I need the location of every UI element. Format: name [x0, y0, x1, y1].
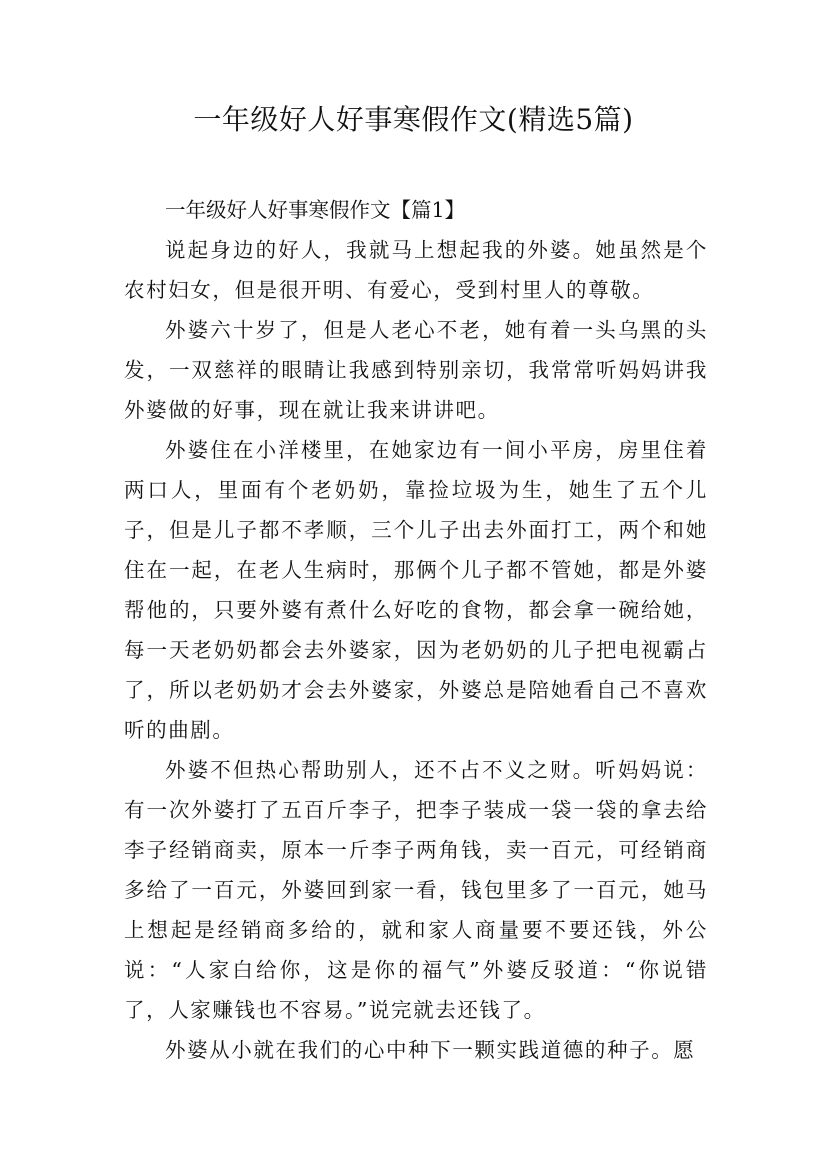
section-heading: 一年级好人好事寒假作文【篇1】 [165, 198, 466, 222]
paragraph-3: 外婆住在小洋楼里，在她家边有一间小平房，房里住着两口人，里面有个老奶奶，靠捡垃圾为生，她生了五个儿子，但是儿子都不孝顺，三个儿子出去外面打工，两个和她住在一起，在老人生病时，那俩个儿子都不管她，都是外婆帮他的，只要外婆有煮什么好吃的食物，都会拿一碗给她，每一天老奶奶都会去外婆家，因为老奶奶的儿子把电视霸占了，所以老奶奶才会去外婆家，外婆总是陪她看自己不喜欢听的曲剧。 [124, 438, 708, 742]
page-title: 一年级好人好事寒假作文(精选5篇) [193, 103, 634, 136]
paragraph-2: 外婆六十岁了，但是人老心不老，她有着一头乌黑的头发，一双慈祥的眼睛让我感到特别亲切，我常常听妈妈讲我外婆做的好事，现在就让我来讲讲吧。 [124, 318, 708, 422]
paragraph-4: 外婆不但热心帮助别人，还不占不义之财。听妈妈说：有一次外婆打了五百斤李子，把李子装成一袋一袋的拿去给李子经销商卖，原本一斤李子两角钱，卖一百元，可经销商多给了一百元，外婆回到家一看，钱包里多了一百元，她马上想起是经销商多给的，就和家人商量要不要还钱，外公说：“人家白给你，这是你的福气”外婆反驳道：“你说错了，人家赚钱也不容易。”说完就去还钱了。 [124, 758, 708, 1022]
paragraph-1: 说起身边的好人，我就马上想起我的外婆。她虽然是个农村妇女，但是很开明、有爱心，受到村里人的尊敬。 [124, 238, 708, 302]
paragraph-5: 外婆从小就在我们的心中种下一颗实践道德的种子。愿 [165, 1038, 696, 1062]
document-body [124, 190, 708, 1070]
